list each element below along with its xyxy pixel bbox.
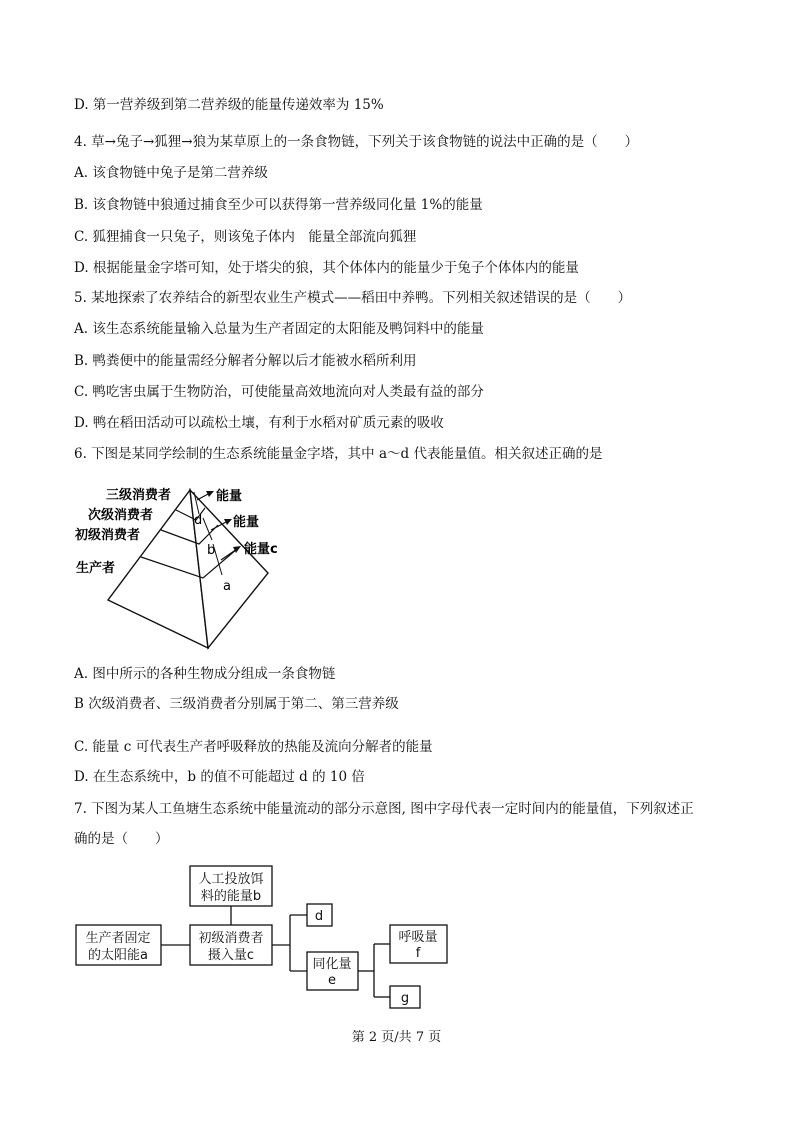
feed-label-2: 料的能量b [200,889,262,904]
q6-stem: 6. 下图是某同学绘制的生态系统能量金字塔，其中 a～d 代表能量值。相关叙述正确的是 [74,446,603,462]
q7-stem-line1: 7. 下图为某人工鱼塘生态系统中能量流动的部分示意图, 图中字母代表一定时间内的能量值，下列叙述正 [74,801,694,817]
q5-option-a: A. 该生态系统能量输入总量为生产者固定的太阳能及鸭饲料中的能量 [74,321,484,337]
pyramid-label-level1: 初级消费者 [75,528,141,543]
pyramid-energy-c: 能量c [244,542,278,557]
pyramid-energy-mid: 能量 [233,515,260,530]
q4-stem: 4. 草→兔子→狐狸→狼为某草原上的一条食物链，下列关于该食物链的说法中正确的是（ ） [74,134,639,150]
feed-label-1: 人工投放饵 [198,872,264,887]
pyramid-label-b: b [207,543,216,558]
g-label: g [400,991,410,1006]
pyramid-label-level2: 次级消费者 [88,508,154,523]
q6-option-d: D. 在生态系统中，b 的值不可能超过 d 的 10 倍 [74,769,365,785]
producer-label-1: 生产者固定 [85,931,151,946]
producer-label-2: 的太阳能a [88,948,148,963]
q5-stem: 5. 某地探索了农养结合的新型农业生产模式——稻田中养鸭。下列相关叙述错误的是（ ） [74,290,632,306]
pyramid-label-producer: 生产者 [76,561,116,576]
resp-label-1: 呼吸量 [398,930,438,945]
d-label: d [314,909,324,924]
energy-pyramid-figure [70,478,310,653]
energy-flow-diagram [70,862,470,1017]
q4-option-d: D. 根据能量金字塔可知，处于塔尖的狼，其个体体内的能量少于兔子个体体内的能量 [74,260,579,276]
q4-option-c: C. 狐狸捕食一只兔子，则该兔子体内 能量全部流向狐狸 [74,229,417,245]
pyramid-label-level3: 三级消费者 [106,488,172,503]
pyramid-energy-top: 能量 [216,489,243,504]
intake-label-1: 初级消费者 [198,931,264,946]
pyramid-label-d: d [194,513,203,528]
assim-label-2: e [328,973,336,988]
q6-option-c: C. 能量 c 可代表生产者呼吸释放的热能及流向分解者的能量 [74,739,433,755]
q5-option-b: B. 鸭粪便中的能量需经分解者分解以后才能被水稻所利用 [74,353,417,369]
q6-option-b: B 次级消费者、三级消费者分别属于第二、第三营养级 [74,696,399,712]
assim-label-1: 同化量 [312,957,352,972]
q6-option-a: A. 图中所示的各种生物成分组成一条食物链 [74,666,336,682]
q3-option-d: D. 第一营养级到第二营养级的能量传递效率为 15% [74,97,384,113]
resp-label-2: f [415,946,421,961]
intake-label-2: 摄入量c [207,948,255,963]
q5-option-d: D. 鸭在稻田活动可以疏松土壤，有利于水稻对矿质元素的吸收 [74,415,444,431]
q7-stem-line2: 确的是（ ） [74,831,169,847]
pyramid-label-a: a [223,579,231,594]
q5-option-c: C. 鸭吃害虫属于生物防治，可使能量高效地流向对人类最有益的部分 [74,384,484,400]
q4-option-a: A. 该食物链中兔子是第二营养级 [74,165,268,181]
q4-option-b: B. 该食物链中狼通过捕食至少可以获得第一营养级同化量 1%的能量 [74,197,483,213]
page-footer: 第 2 页/共 7 页 [351,1030,442,1045]
